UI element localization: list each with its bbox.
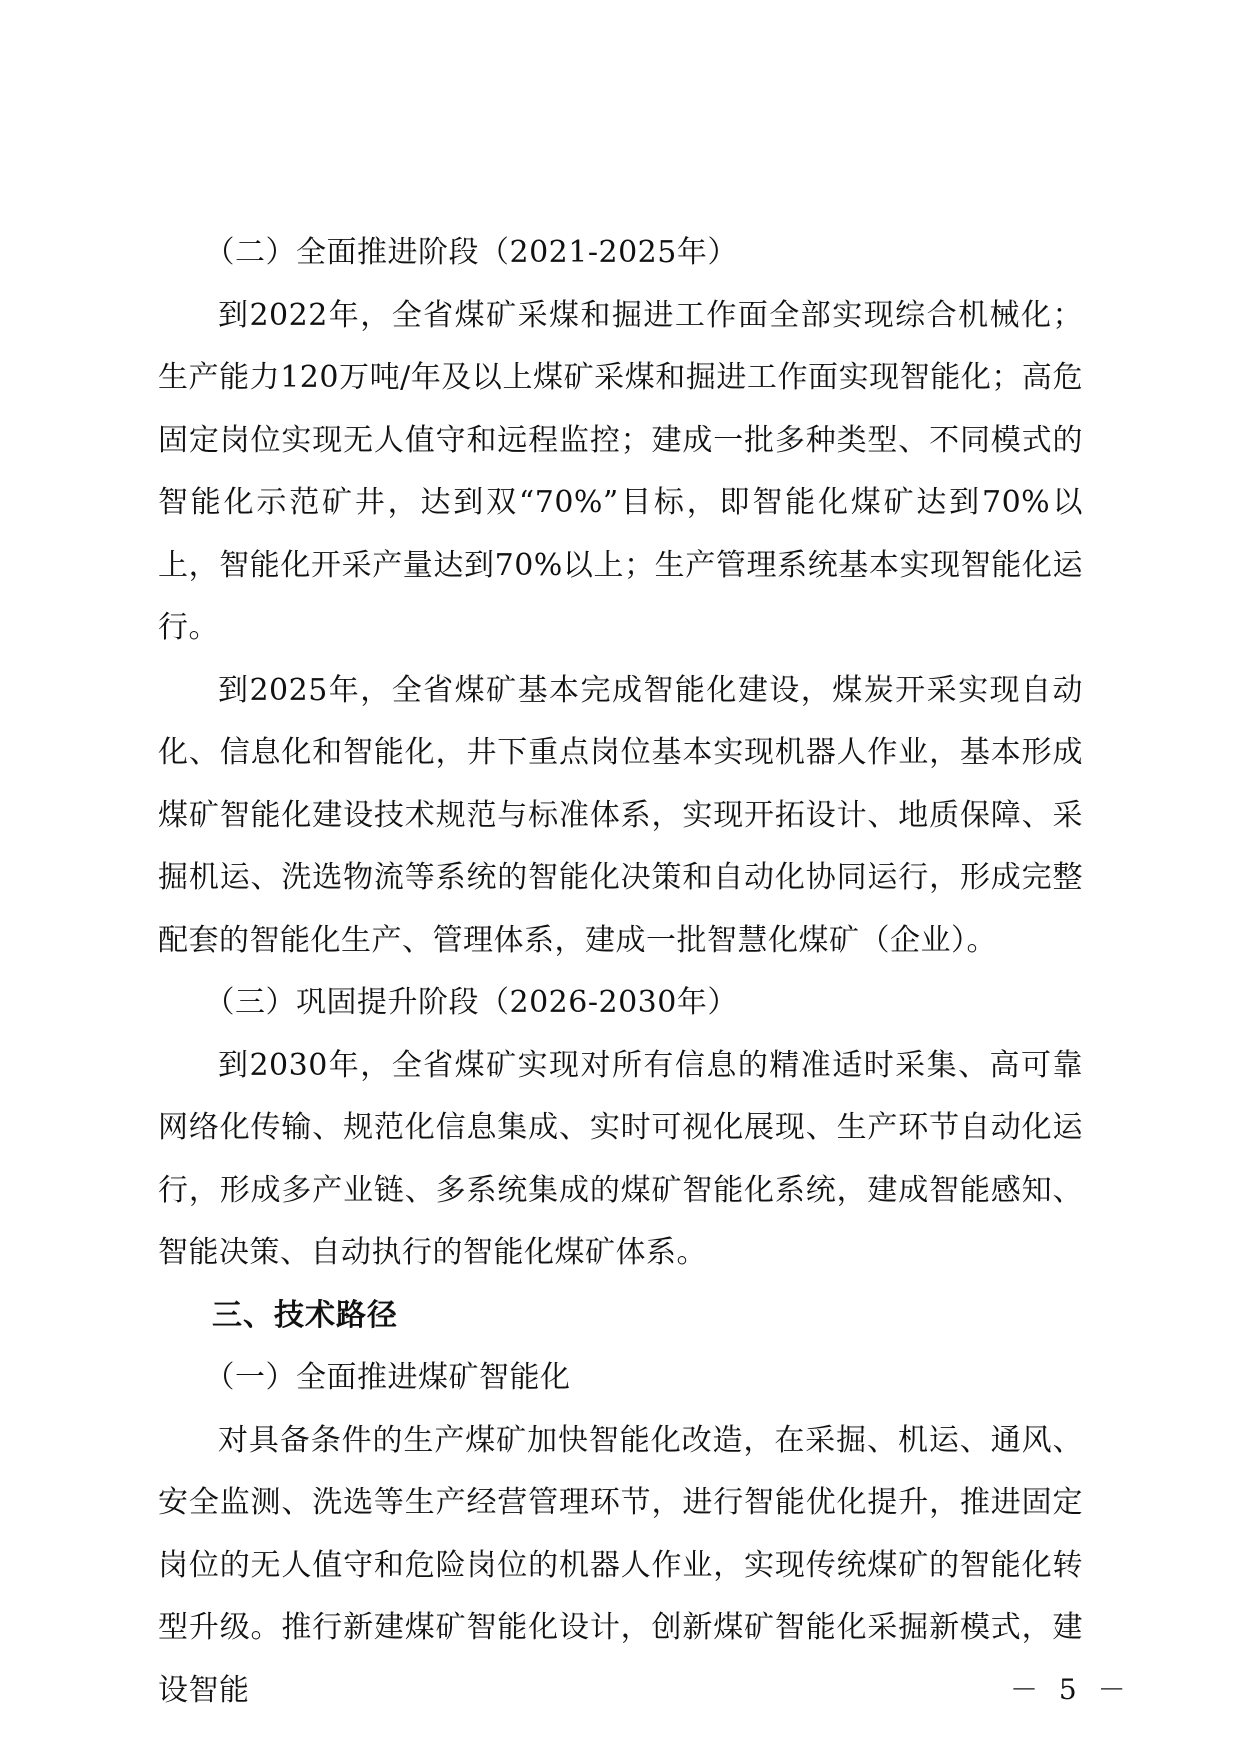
section-subheading: （三）巩固提升阶段（2026-2030年） [204, 985, 738, 1020]
body-paragraph: 到2025年，全省煤矿基本完成智能化建设，煤炭开采实现自动化、信息化和智能化，井下重点岗位基本实现机器人作业，基本形成煤矿智能化建设技术规范与标准体系，实现开拓设计、地质保障、采掘机运、洗选物流等系统的智能化决策和自动化协同运行，形成完整配套的智能化生产、管理体系，建成一批智慧化煤矿（企业）。 [158, 672, 1083, 958]
body-paragraph: 到2022年，全省煤矿采煤和掘进工作面全部实现综合机械化；生产能力120万吨/年及以上煤矿采煤和掘进工作面实现智能化；高危固定岗位实现无人值守和远程监控；建成一批多种类型、不同模式的智能化示范矿井，达到双“70%”目标，即智能化煤矿达到70%以上，智能化开采产量达到70%以上；生产管理系统基本实现智能化运行。 [158, 297, 1083, 645]
document-body [158, 222, 1083, 1722]
body-paragraph: 到2030年，全省煤矿实现对所有信息的精准适时采集、高可靠网络化传输、规范化信息集成、实时可视化展现、生产环节自动化运行，形成多产业链、多系统集成的煤矿智能化系统，建成智能感知、智能决策、自动执行的智能化煤矿体系。 [158, 1047, 1083, 1270]
section-subheading: （一）全面推进煤矿智能化 [204, 1360, 571, 1395]
page-number: － 5 － [1010, 1673, 1132, 1706]
body-paragraph: 对具备条件的生产煤矿加快智能化改造，在采掘、机运、通风、安全监测、洗选等生产经营管理环节，进行智能优化提升，推进固定岗位的无人值守和危险岗位的机器人作业，实现传统煤矿的智能化转型升级。推行新建煤矿智能化设计，创新煤矿智能化采掘新模式，建设智能 [158, 1422, 1083, 1708]
section-heading: 三、技术路径 [212, 1297, 398, 1333]
section-subheading: （二）全面推进阶段（2021-2025年） [204, 235, 738, 270]
